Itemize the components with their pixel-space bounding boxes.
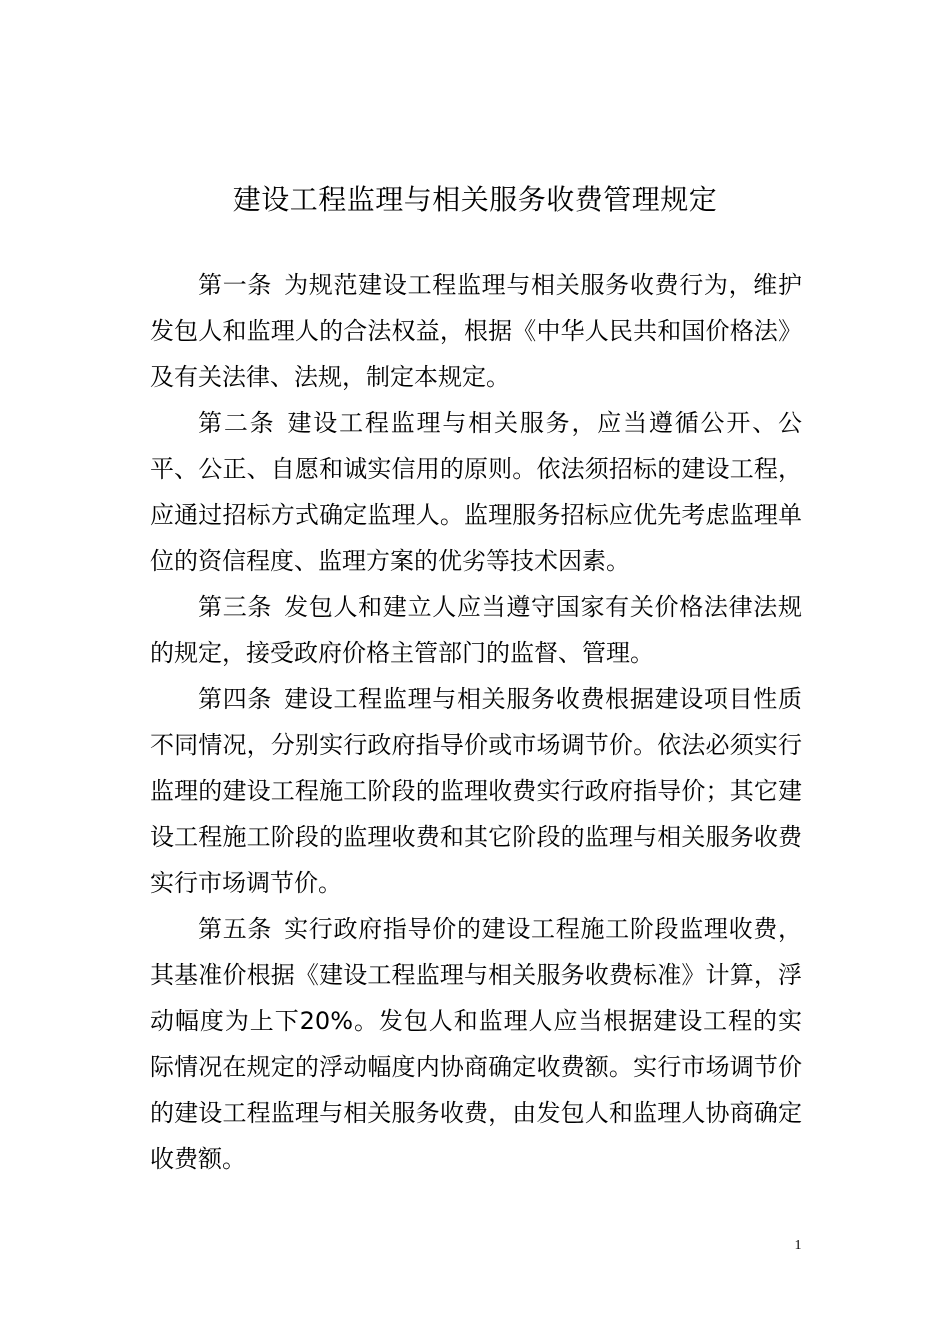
- article-number: 第五条: [198, 915, 273, 943]
- article-1: [150, 262, 802, 400]
- article-4: [150, 676, 802, 906]
- article-3: [150, 584, 802, 676]
- article-2: [150, 400, 802, 584]
- article-number: 第二条: [198, 409, 276, 437]
- article-text: 实行政府指导价的建设工程施工阶段监理收费，其基准价根据《建设工程监理与相关服务收费标准》计算，浮动幅度为上下20%。发包人和监理人应当根据建设工程的实际情况在规定的浮动幅度内协商确定收费额。实行市场调节价的建设工程监理与相关服务收费，由发包人和监理人协商确定收费额。: [150, 915, 803, 1173]
- article-text: 为规范建设工程监理与相关服务收费行为，维护发包人和监理人的合法权益，根据《中华人民共和国价格法》及有关法律、法规，制定本规定。: [150, 271, 803, 391]
- article-5: [150, 906, 802, 1182]
- article-number: 第三条: [198, 593, 273, 621]
- article-text: 建设工程监理与相关服务收费根据建设项目性质不同情况，分别实行政府指导价或市场调节价。依法必须实行监理的建设工程施工阶段的监理收费实行政府指导价；其它建设工程施工阶段的监理收费和其它阶段的监理与相关服务收费实行市场调节价。: [150, 685, 803, 897]
- article-text: 建设工程监理与相关服务，应当遵循公开、公平、公正、自愿和诚实信用的原则。依法须招标的建设工程，应通过招标方式确定监理人。监理服务招标应优先考虑监理单位的资信程度、监理方案的优劣等技术因素。: [150, 409, 803, 575]
- article-number: 第四条: [198, 685, 273, 713]
- page-number: 1: [794, 1238, 802, 1253]
- article-number: 第一条: [198, 271, 273, 299]
- document-body: [150, 262, 802, 1182]
- article-text: 发包人和建立人应当遵守国家有关价格法律法规的规定，接受政府价格主管部门的监督、管理。: [150, 593, 803, 667]
- document-title: 建设工程监理与相关服务收费管理规定: [232, 183, 718, 216]
